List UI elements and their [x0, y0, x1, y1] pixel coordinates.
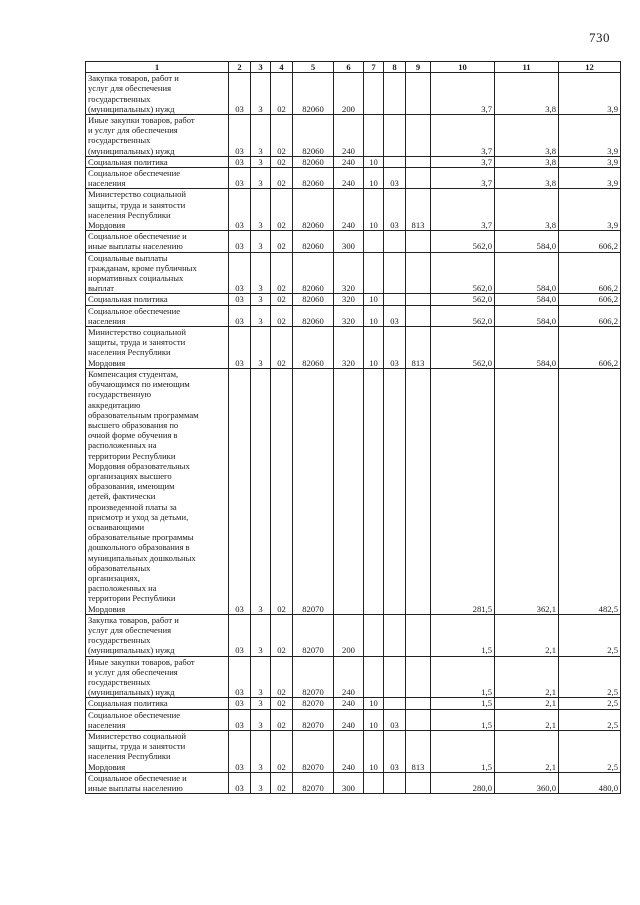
table-cell: [406, 709, 431, 730]
table-cell: 320: [334, 252, 364, 294]
table-cell: [384, 368, 406, 614]
table-cell: 02: [271, 614, 293, 656]
row-name-cell: Социальные выплаты гражданам, кроме публичных нормативных социальных выплат: [86, 252, 229, 294]
table-cell: [364, 368, 384, 614]
row-name-cell: Закупка товаров, работ и услуг для обеспечения государственных (муниципальных) нужд: [86, 614, 229, 656]
table-cell: 02: [271, 368, 293, 614]
table-cell: 3: [251, 73, 271, 115]
table-cell: 03: [384, 709, 406, 730]
table-cell: 320: [334, 327, 364, 369]
table-cell: [384, 698, 406, 709]
row-name-cell: Социальное обеспечение и иные выплаты населению: [86, 772, 229, 793]
table-cell: 240: [334, 115, 364, 157]
table-row: [86, 656, 621, 698]
table-cell: [406, 656, 431, 698]
table-cell: 240: [334, 156, 364, 167]
table-cell: 3,9: [559, 168, 621, 189]
table-cell: 02: [271, 656, 293, 698]
budget-table: [85, 61, 621, 794]
table-row: [86, 368, 621, 614]
table-cell: 240: [334, 698, 364, 709]
table-cell: [384, 614, 406, 656]
table-cell: 562,0: [431, 252, 495, 294]
table-cell: 02: [271, 168, 293, 189]
table-cell: 480,0: [559, 772, 621, 793]
table-cell: 562,0: [431, 294, 495, 305]
table-cell: 03: [229, 73, 251, 115]
table-cell: [406, 156, 431, 167]
table-cell: [406, 294, 431, 305]
table-cell: 606,2: [559, 305, 621, 326]
table-cell: 03: [384, 305, 406, 326]
table-row: [86, 305, 621, 326]
table-cell: [364, 231, 384, 252]
table-cell: [364, 656, 384, 698]
table-cell: [384, 294, 406, 305]
row-name-cell: Компенсация студентам, обучающимся по имеющим государственную аккредитацию образовательным программам высшего образования по очной форме обучения в расположенных на территории Республики Мордовия образовательных организациях высшего образования, имеющим детей, фактически произведенной платы за присмотр и уход за детьми, осваивающими образовательные программы дошкольного образования в муниципальных дошкольных образовательных организациях, расположенных на территории Республики Мордовия: [86, 368, 229, 614]
table-cell: [364, 73, 384, 115]
table-cell: [406, 73, 431, 115]
table-cell: 3: [251, 368, 271, 614]
table-cell: [364, 115, 384, 157]
table-cell: 1,5: [431, 656, 495, 698]
table-cell: 1,5: [431, 614, 495, 656]
table-row: [86, 327, 621, 369]
table-cell: 2,5: [559, 698, 621, 709]
row-name-cell: Социальное обеспечение населения: [86, 709, 229, 730]
row-name-cell: Социальное обеспечение населения: [86, 305, 229, 326]
table-cell: 2,1: [495, 614, 559, 656]
table-cell: 3,8: [495, 156, 559, 167]
table-cell: [406, 614, 431, 656]
table-cell: 3: [251, 772, 271, 793]
table-cell: 03: [229, 252, 251, 294]
table-cell: 240: [334, 731, 364, 773]
table-cell: 584,0: [495, 231, 559, 252]
table-cell: 82060: [293, 168, 334, 189]
table-cell: [406, 168, 431, 189]
table-cell: 3,8: [495, 168, 559, 189]
row-name-cell: Иные закупки товаров, работ и услуг для обеспечения государственных (муниципальных) нужд: [86, 656, 229, 698]
row-name-cell: Иные закупки товаров, работ и услуг для обеспечения государственных (муниципальных) нужд: [86, 115, 229, 157]
table-cell: [406, 698, 431, 709]
table-cell: 281,5: [431, 368, 495, 614]
table-cell: 10: [364, 156, 384, 167]
table-cell: 2,1: [495, 731, 559, 773]
table-cell: 813: [406, 189, 431, 231]
table-cell: 3,7: [431, 73, 495, 115]
table-cell: 562,0: [431, 231, 495, 252]
column-header: 2: [229, 62, 251, 73]
table-cell: [364, 252, 384, 294]
table-row: [86, 731, 621, 773]
table-cell: 240: [334, 168, 364, 189]
column-header: 8: [384, 62, 406, 73]
table-cell: 10: [364, 698, 384, 709]
table-cell: 813: [406, 731, 431, 773]
table-cell: 82060: [293, 73, 334, 115]
table-cell: 362,1: [495, 368, 559, 614]
table-cell: 3: [251, 115, 271, 157]
table-cell: 3: [251, 656, 271, 698]
row-name-cell: Социальная политика: [86, 156, 229, 167]
table-header-row: [86, 62, 621, 73]
table-cell: 3: [251, 231, 271, 252]
table-cell: 813: [406, 327, 431, 369]
table-cell: 584,0: [495, 327, 559, 369]
table-cell: [334, 368, 364, 614]
table-body: [86, 73, 621, 794]
table-cell: [364, 772, 384, 793]
table-cell: 03: [229, 115, 251, 157]
table-cell: 02: [271, 156, 293, 167]
column-header: 6: [334, 62, 364, 73]
table-cell: 2,5: [559, 731, 621, 773]
table-cell: 82060: [293, 115, 334, 157]
table-cell: 240: [334, 189, 364, 231]
table-cell: [384, 156, 406, 167]
table-cell: 82070: [293, 698, 334, 709]
table-cell: 3,8: [495, 189, 559, 231]
table-cell: [384, 252, 406, 294]
table-cell: 03: [229, 294, 251, 305]
table-cell: 606,2: [559, 231, 621, 252]
column-header: 11: [495, 62, 559, 73]
table-cell: [384, 772, 406, 793]
table-cell: 2,5: [559, 709, 621, 730]
table-cell: 200: [334, 73, 364, 115]
row-name-cell: Социальная политика: [86, 294, 229, 305]
table-cell: 82060: [293, 252, 334, 294]
table-cell: [406, 772, 431, 793]
table-cell: 03: [229, 709, 251, 730]
table-cell: 3: [251, 709, 271, 730]
table-cell: 03: [229, 327, 251, 369]
table-cell: 02: [271, 294, 293, 305]
table-cell: 82060: [293, 231, 334, 252]
table-cell: 3,8: [495, 115, 559, 157]
table-cell: 240: [334, 656, 364, 698]
table-row: [86, 698, 621, 709]
table-cell: 240: [334, 709, 364, 730]
table-cell: 03: [229, 772, 251, 793]
table-cell: 3,9: [559, 156, 621, 167]
table-row: [86, 772, 621, 793]
table-cell: 3: [251, 294, 271, 305]
table-cell: 3,7: [431, 189, 495, 231]
table-cell: 02: [271, 731, 293, 773]
column-header: 12: [559, 62, 621, 73]
table-cell: 10: [364, 168, 384, 189]
table-cell: 300: [334, 772, 364, 793]
table-row: [86, 189, 621, 231]
table-cell: 02: [271, 252, 293, 294]
column-header: 4: [271, 62, 293, 73]
table-cell: 02: [271, 709, 293, 730]
table-cell: 10: [364, 327, 384, 369]
table-cell: 82070: [293, 656, 334, 698]
table-cell: 02: [271, 231, 293, 252]
table-cell: 02: [271, 327, 293, 369]
table-cell: 03: [384, 327, 406, 369]
table-cell: 562,0: [431, 305, 495, 326]
column-header: 3: [251, 62, 271, 73]
column-header: 9: [406, 62, 431, 73]
table-cell: [406, 252, 431, 294]
table-row: [86, 709, 621, 730]
table-row: [86, 73, 621, 115]
table-cell: 02: [271, 189, 293, 231]
table-cell: 03: [384, 168, 406, 189]
table-cell: 02: [271, 698, 293, 709]
table-cell: 3: [251, 305, 271, 326]
table-cell: 82060: [293, 294, 334, 305]
table-cell: 82060: [293, 305, 334, 326]
table-row: [86, 614, 621, 656]
table-cell: 3,9: [559, 73, 621, 115]
table-cell: 3: [251, 189, 271, 231]
table-cell: [384, 115, 406, 157]
column-header: 7: [364, 62, 384, 73]
table-cell: 03: [229, 614, 251, 656]
table-cell: 10: [364, 709, 384, 730]
table-cell: 02: [271, 115, 293, 157]
row-name-cell: Министерство социальной защиты, труда и занятости населения Республики Мордовия: [86, 327, 229, 369]
table-cell: 3: [251, 156, 271, 167]
table-cell: 360,0: [495, 772, 559, 793]
table-cell: 02: [271, 305, 293, 326]
table-cell: [384, 73, 406, 115]
column-header: 1: [86, 62, 229, 73]
page-number: 730: [589, 30, 610, 45]
table-cell: [384, 656, 406, 698]
table-cell: 3,9: [559, 189, 621, 231]
table-cell: 82060: [293, 156, 334, 167]
table-cell: [364, 614, 384, 656]
table-cell: 562,0: [431, 327, 495, 369]
table-cell: 320: [334, 305, 364, 326]
table-row: [86, 168, 621, 189]
table-cell: 584,0: [495, 305, 559, 326]
table-cell: 10: [364, 731, 384, 773]
table-cell: 10: [364, 189, 384, 231]
table-cell: 2,1: [495, 698, 559, 709]
table-cell: 3,7: [431, 156, 495, 167]
table-cell: [406, 115, 431, 157]
table-cell: 2,1: [495, 656, 559, 698]
table-cell: 03: [229, 156, 251, 167]
row-name-cell: Закупка товаров, работ и услуг для обеспечения государственных (муниципальных) нужд: [86, 73, 229, 115]
table-cell: 82070: [293, 709, 334, 730]
table-cell: 606,2: [559, 294, 621, 305]
table-cell: 584,0: [495, 252, 559, 294]
table-cell: 606,2: [559, 252, 621, 294]
table-cell: 03: [229, 368, 251, 614]
table-cell: 82060: [293, 189, 334, 231]
table-cell: 82070: [293, 772, 334, 793]
table-cell: 02: [271, 772, 293, 793]
table-cell: [406, 368, 431, 614]
table-cell: 1,5: [431, 731, 495, 773]
table-cell: 03: [229, 656, 251, 698]
table-row: [86, 231, 621, 252]
table-cell: 606,2: [559, 327, 621, 369]
table-cell: 1,5: [431, 709, 495, 730]
row-name-cell: Социальное обеспечение населения: [86, 168, 229, 189]
table-row: [86, 252, 621, 294]
table-row: [86, 294, 621, 305]
table-cell: 82060: [293, 327, 334, 369]
table-cell: [384, 231, 406, 252]
table-cell: 3: [251, 252, 271, 294]
table-cell: [406, 231, 431, 252]
table-cell: 03: [229, 189, 251, 231]
table-cell: 3: [251, 168, 271, 189]
table-cell: 82070: [293, 368, 334, 614]
table-cell: 3: [251, 698, 271, 709]
table-cell: 2,1: [495, 709, 559, 730]
table-cell: 03: [229, 168, 251, 189]
table-cell: 2,5: [559, 656, 621, 698]
table-cell: 03: [229, 305, 251, 326]
table-cell: 3: [251, 614, 271, 656]
table-cell: 584,0: [495, 294, 559, 305]
table-cell: 82070: [293, 614, 334, 656]
table-cell: 3,7: [431, 115, 495, 157]
table-cell: 03: [384, 731, 406, 773]
table-cell: 03: [229, 731, 251, 773]
table-cell: 3,9: [559, 115, 621, 157]
table-cell: 3,8: [495, 73, 559, 115]
table-cell: 03: [229, 698, 251, 709]
table-cell: 82070: [293, 731, 334, 773]
table-cell: 3: [251, 731, 271, 773]
table-cell: 280,0: [431, 772, 495, 793]
table-row: [86, 156, 621, 167]
table-cell: 320: [334, 294, 364, 305]
table-cell: 1,5: [431, 698, 495, 709]
table-cell: 03: [384, 189, 406, 231]
table-cell: 200: [334, 614, 364, 656]
table-cell: 03: [229, 231, 251, 252]
table-cell: 10: [364, 305, 384, 326]
column-header: 5: [293, 62, 334, 73]
table-cell: 482,5: [559, 368, 621, 614]
column-header: 10: [431, 62, 495, 73]
table-cell: 02: [271, 73, 293, 115]
table-cell: 3,7: [431, 168, 495, 189]
table-cell: [406, 305, 431, 326]
table-cell: 300: [334, 231, 364, 252]
row-name-cell: Социальная политика: [86, 698, 229, 709]
row-name-cell: Социальное обеспечение и иные выплаты населению: [86, 231, 229, 252]
row-name-cell: Министерство социальной защиты, труда и занятости населения Республики Мордовия: [86, 731, 229, 773]
row-name-cell: Министерство социальной защиты, труда и занятости населения Республики Мордовия: [86, 189, 229, 231]
table-row: [86, 115, 621, 157]
table-cell: 10: [364, 294, 384, 305]
table-cell: 3: [251, 327, 271, 369]
table-cell: 2,5: [559, 614, 621, 656]
